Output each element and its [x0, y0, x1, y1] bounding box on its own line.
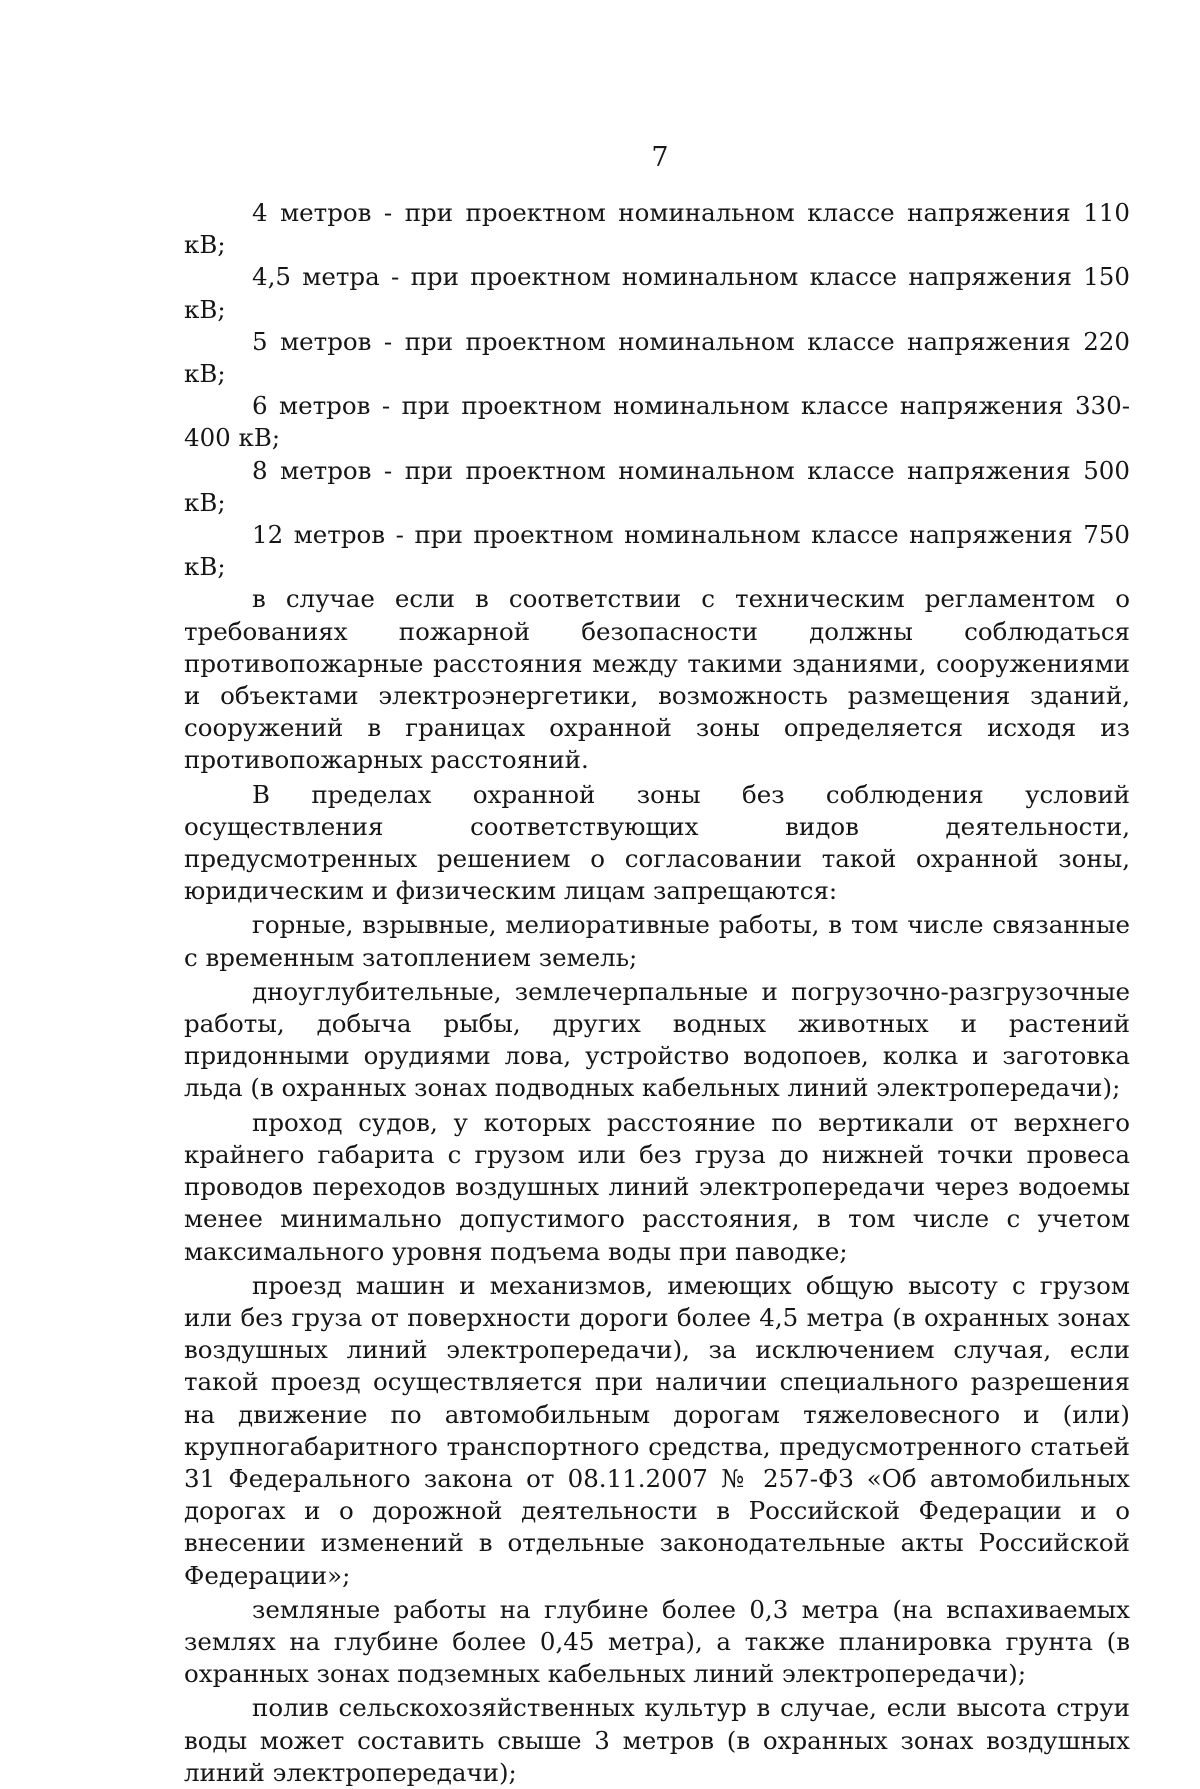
page-number: 7 [651, 142, 669, 173]
paragraph-prohibitions-intro: В пределах охранной зоны без соблюдения условий осуществления соответствующих видов деятельности, предусмотренных решением о согласовании такой охранной зоны, юридическим и физическим лицам запрещаются: [184, 779, 1130, 906]
list-item-ship-passage: проход судов, у которых расстояние по вертикали от верхнего крайнего габарита с грузом или без груза до нижней точки провеса проводов переходов воздушных линий электропередачи через водоемы менее минимально допустимого расстояния, в том числе с учетом максимального уровня подъема воды при паводке; [184, 1107, 1130, 1266]
list-item-voltage-330-400: 6 метров - при проектном номинальном классе напряжения 330-400 кВ; [184, 391, 1130, 453]
list-item-earthworks: земляные работы на глубине более 0,3 метра (на вспахиваемых землях на глубине более 0,45 метра), а также планировка грунта (в охранных зонах подземных кабельных линий электропередачи); [184, 1594, 1130, 1689]
list-item-dredging-works: дноуглубительные, землечерпальные и погрузочно-разгрузочные работы, добыча рыбы, других водных животных и растений придонными орудиями лова, устройство водопоев, колка и заготовка льда (в охранных зонах подводных кабельных линий электропередачи); [184, 976, 1130, 1103]
list-item-voltage-220: 5 метров - при проектном номинальном классе напряжения 220 кВ; [184, 326, 1130, 389]
document-body [184, 197, 1130, 1789]
list-item-voltage-750: 12 метров - при проектном номинальном классе напряжения 750 кВ; [184, 520, 1130, 582]
list-item-voltage-500: 8 метров - при проектном номинальном классе напряжения 500 кВ; [184, 455, 1130, 517]
list-item-mining-works: горные, взрывные, мелиоративные работы, в том числе связанные с временным затоплением земель; [184, 910, 1130, 972]
list-item-voltage-150: 4,5 метра - при проектном номинальном классе напряжения 150 кВ; [184, 262, 1130, 324]
list-item-irrigation: полив сельскохозяйственных культур в случае, если высота струи воды может составить свыше 3 метров (в охранных зонах воздушных линий электропередачи); [184, 1693, 1130, 1787]
paragraph-fire-safety: в случае если в соответствии с техническим регламентом о требованиях пожарной безопасности должны соблюдаться противопожарные расстояния между такими зданиями, сооружениями и объектами электроэнергетики, возможность размещения зданий, сооружений в границах охранной зоны определяется исходя из противопожарных расстояний. [184, 584, 1130, 775]
list-item-vehicle-passage: проезд машин и механизмов, имеющих общую высоту с грузом или без груза от поверхности дороги более 4,5 метра (в охранных зонах воздушных линий электропередачи), за исключением случая, если такой проезд осуществляется при наличии специального разрешения на движение по автомобильным дорогам тяжеловесного и (или) крупногабаритного транспортного средства, предусмотренного статьей 31 Федерального закона от 08.11.2007 № 257-ФЗ «Об автомобильных дорогах и о дорожной деятельности в Российской Федерации и о внесении изменений в отдельные законодательные акты Российской Федерации»; [184, 1270, 1130, 1590]
list-item-voltage-110: 4 метров - при проектном номинальном классе напряжения 110 кВ; [184, 198, 1130, 260]
